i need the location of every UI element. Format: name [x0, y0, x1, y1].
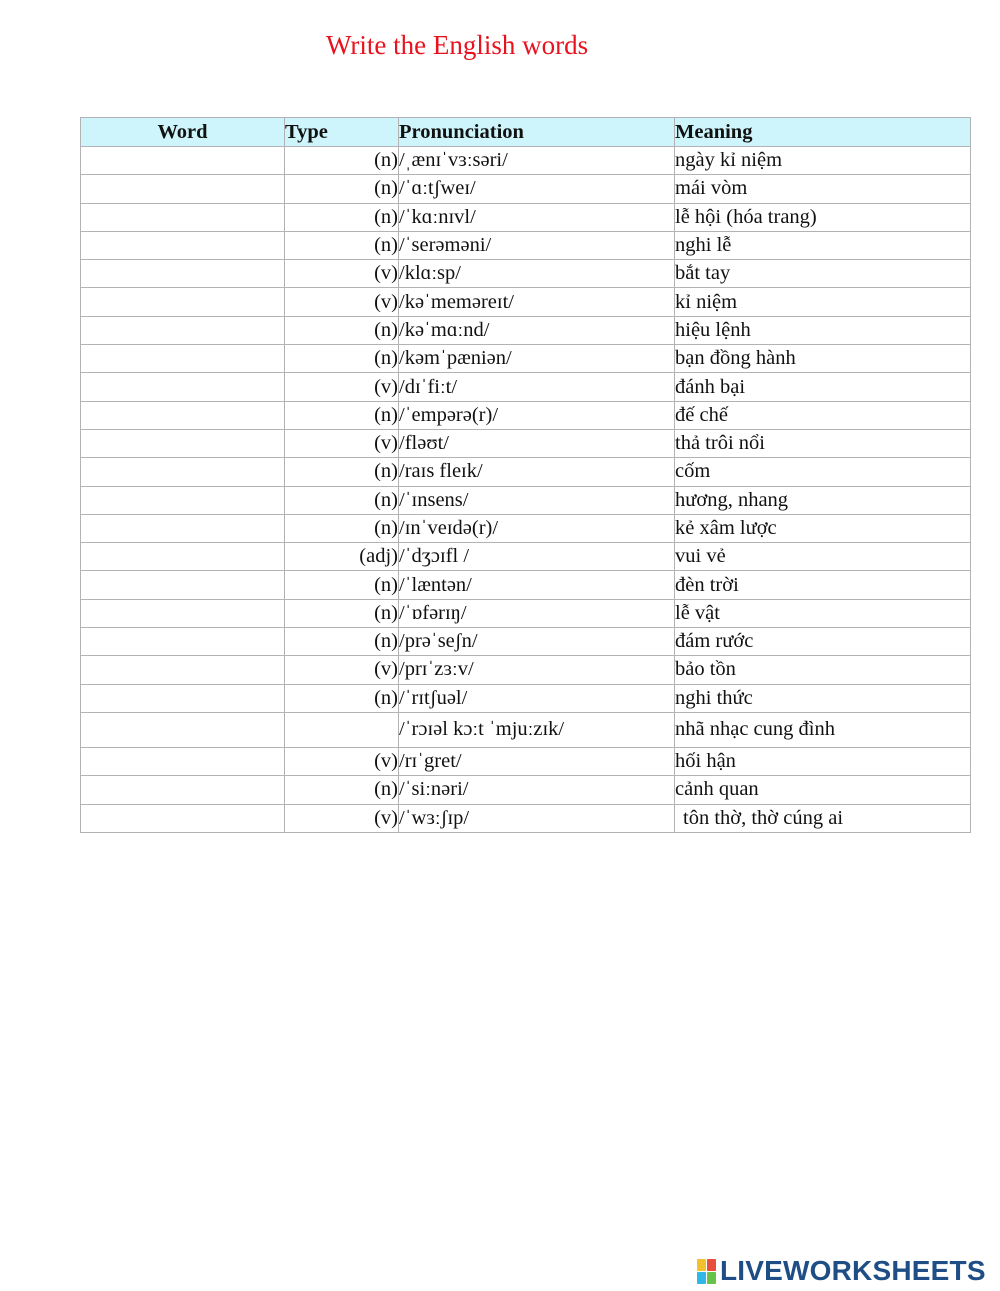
word-answer-cell[interactable] [81, 231, 285, 259]
type-cell: (n) [285, 599, 399, 627]
pronunciation-cell: /ˈɪnsens/ [399, 486, 675, 514]
type-cell: (n) [285, 147, 399, 175]
table-row [81, 316, 971, 344]
word-answer-cell[interactable] [81, 203, 285, 231]
table-row [81, 571, 971, 599]
pronunciation-cell: /fləʊt/ [399, 429, 675, 457]
type-cell: (n) [285, 231, 399, 259]
table-row [81, 203, 971, 231]
pronunciation-cell: /ˈrɔɪəl kɔːt ˈmjuːzɪk/ [399, 712, 675, 747]
logo-square [697, 1272, 706, 1284]
table-row [81, 288, 971, 316]
table-row [81, 684, 971, 712]
type-cell: (n) [285, 684, 399, 712]
word-answer-cell[interactable] [81, 747, 285, 775]
pronunciation-cell: /klɑːsp/ [399, 260, 675, 288]
logo-text: LIVEWORKSHEETS [720, 1255, 986, 1286]
word-answer-cell[interactable] [81, 543, 285, 571]
meaning-cell: bảo tồn [675, 656, 971, 684]
type-cell: (n) [285, 203, 399, 231]
pronunciation-cell: /ˌænɪˈvɜːsəri/ [399, 147, 675, 175]
word-answer-cell[interactable] [81, 175, 285, 203]
table-row [81, 345, 971, 373]
word-answer-cell[interactable] [81, 373, 285, 401]
word-answer-cell[interactable] [81, 401, 285, 429]
meaning-cell: đánh bại [675, 373, 971, 401]
type-cell: (n) [285, 628, 399, 656]
meaning-cell: thả trôi nổi [675, 429, 971, 457]
vocabulary-table [80, 117, 971, 833]
pronunciation-cell: /kəˈmeməreɪt/ [399, 288, 675, 316]
word-answer-cell[interactable] [81, 628, 285, 656]
meaning-cell: hiệu lệnh [675, 316, 971, 344]
header-pronunciation: Pronunciation [399, 118, 675, 147]
pronunciation-cell: /ˈsiːnəri/ [399, 776, 675, 804]
word-answer-cell[interactable] [81, 684, 285, 712]
meaning-cell: cốm [675, 458, 971, 486]
type-cell: (n) [285, 175, 399, 203]
type-cell: (v) [285, 260, 399, 288]
meaning-cell: ngày kỉ niệm [675, 147, 971, 175]
table-row [81, 599, 971, 627]
type-cell: (n) [285, 514, 399, 542]
meaning-cell: mái vòm [675, 175, 971, 203]
word-answer-cell[interactable] [81, 514, 285, 542]
logo-square [697, 1259, 706, 1271]
type-cell: (adj) [285, 543, 399, 571]
pronunciation-cell: /ˈkɑːnɪvl/ [399, 203, 675, 231]
table-body [81, 147, 971, 833]
page-title: Write the English words [326, 30, 589, 60]
pronunciation-cell: /ˈɑːtʃweɪ/ [399, 175, 675, 203]
table-row [81, 486, 971, 514]
table-row [81, 429, 971, 457]
logo-square [707, 1272, 716, 1284]
meaning-cell: nghi lễ [675, 231, 971, 259]
table-row [81, 231, 971, 259]
word-answer-cell[interactable] [81, 804, 285, 832]
word-answer-cell[interactable] [81, 429, 285, 457]
meaning-cell: lễ vật [675, 599, 971, 627]
header-meaning: Meaning [675, 118, 971, 147]
type-cell: (n) [285, 316, 399, 344]
table-row [81, 373, 971, 401]
pronunciation-cell: /rɪˈgret/ [399, 747, 675, 775]
type-cell [285, 712, 399, 747]
pronunciation-cell: /ˈrɪtʃuəl/ [399, 684, 675, 712]
word-answer-cell[interactable] [81, 288, 285, 316]
word-answer-cell[interactable] [81, 712, 285, 747]
pronunciation-cell: /dɪˈfiːt/ [399, 373, 675, 401]
meaning-cell: bắt tay [675, 260, 971, 288]
type-cell: (v) [285, 747, 399, 775]
table-row [81, 514, 971, 542]
meaning-cell: kẻ xâm lược [675, 514, 971, 542]
liveworksheets-logo [697, 1256, 986, 1286]
pronunciation-cell: /prəˈseʃn/ [399, 628, 675, 656]
meaning-cell: đế chế [675, 401, 971, 429]
type-cell: (v) [285, 804, 399, 832]
pronunciation-cell: /ˈempərə(r)/ [399, 401, 675, 429]
table-row [81, 656, 971, 684]
type-cell: (n) [285, 458, 399, 486]
word-answer-cell[interactable] [81, 486, 285, 514]
word-answer-cell[interactable] [81, 656, 285, 684]
word-answer-cell[interactable] [81, 260, 285, 288]
table-row [81, 712, 971, 747]
pronunciation-cell: /ɪnˈveɪdə(r)/ [399, 514, 675, 542]
type-cell: (v) [285, 288, 399, 316]
type-cell: (n) [285, 571, 399, 599]
table-row [81, 776, 971, 804]
word-answer-cell[interactable] [81, 147, 285, 175]
word-answer-cell[interactable] [81, 458, 285, 486]
meaning-cell: lễ hội (hóa trang) [675, 203, 971, 231]
table-row [81, 628, 971, 656]
pronunciation-cell: /ˈwɜːʃɪp/ [399, 804, 675, 832]
meaning-cell: hương, nhang [675, 486, 971, 514]
pronunciation-cell: /raɪs fleɪk/ [399, 458, 675, 486]
type-cell: (n) [285, 486, 399, 514]
table-row [81, 747, 971, 775]
word-answer-cell[interactable] [81, 571, 285, 599]
word-answer-cell[interactable] [81, 316, 285, 344]
type-cell: (n) [285, 345, 399, 373]
pronunciation-cell: /kəmˈpæniən/ [399, 345, 675, 373]
table-row [81, 401, 971, 429]
table-row [81, 804, 971, 832]
meaning-cell: hối hận [675, 747, 971, 775]
type-cell: (v) [285, 429, 399, 457]
type-cell: (n) [285, 401, 399, 429]
meaning-cell: tôn thờ, thờ cúng ai [675, 804, 971, 832]
pronunciation-cell: /kəˈmɑːnd/ [399, 316, 675, 344]
liveworksheets-logo-mark [697, 1259, 716, 1284]
type-cell: (n) [285, 776, 399, 804]
type-cell: (v) [285, 373, 399, 401]
meaning-cell: vui vẻ [675, 543, 971, 571]
pronunciation-cell: /ˈserəməni/ [399, 231, 675, 259]
meaning-cell: nhã nhạc cung đình [675, 712, 971, 747]
table-row [81, 260, 971, 288]
table-row [81, 147, 971, 175]
meaning-cell: đèn trời [675, 571, 971, 599]
meaning-cell: kỉ niệm [675, 288, 971, 316]
word-answer-cell[interactable] [81, 776, 285, 804]
table-row [81, 543, 971, 571]
pronunciation-cell: /prɪˈzɜːv/ [399, 656, 675, 684]
word-answer-cell[interactable] [81, 599, 285, 627]
meaning-cell: đám rước [675, 628, 971, 656]
table-row [81, 458, 971, 486]
meaning-cell: nghi thức [675, 684, 971, 712]
pronunciation-cell: /ˈɒfərɪŋ/ [399, 599, 675, 627]
logo-square [707, 1259, 716, 1271]
meaning-cell: bạn đồng hành [675, 345, 971, 373]
word-answer-cell[interactable] [81, 345, 285, 373]
pronunciation-cell: /ˈdʒɔɪfl / [399, 543, 675, 571]
header-word: Word [81, 118, 285, 147]
type-cell: (v) [285, 656, 399, 684]
header-type: Type [285, 118, 399, 147]
table-header-row [81, 118, 971, 147]
meaning-cell: cảnh quan [675, 776, 971, 804]
pronunciation-cell: /ˈlæntən/ [399, 571, 675, 599]
table-row [81, 175, 971, 203]
